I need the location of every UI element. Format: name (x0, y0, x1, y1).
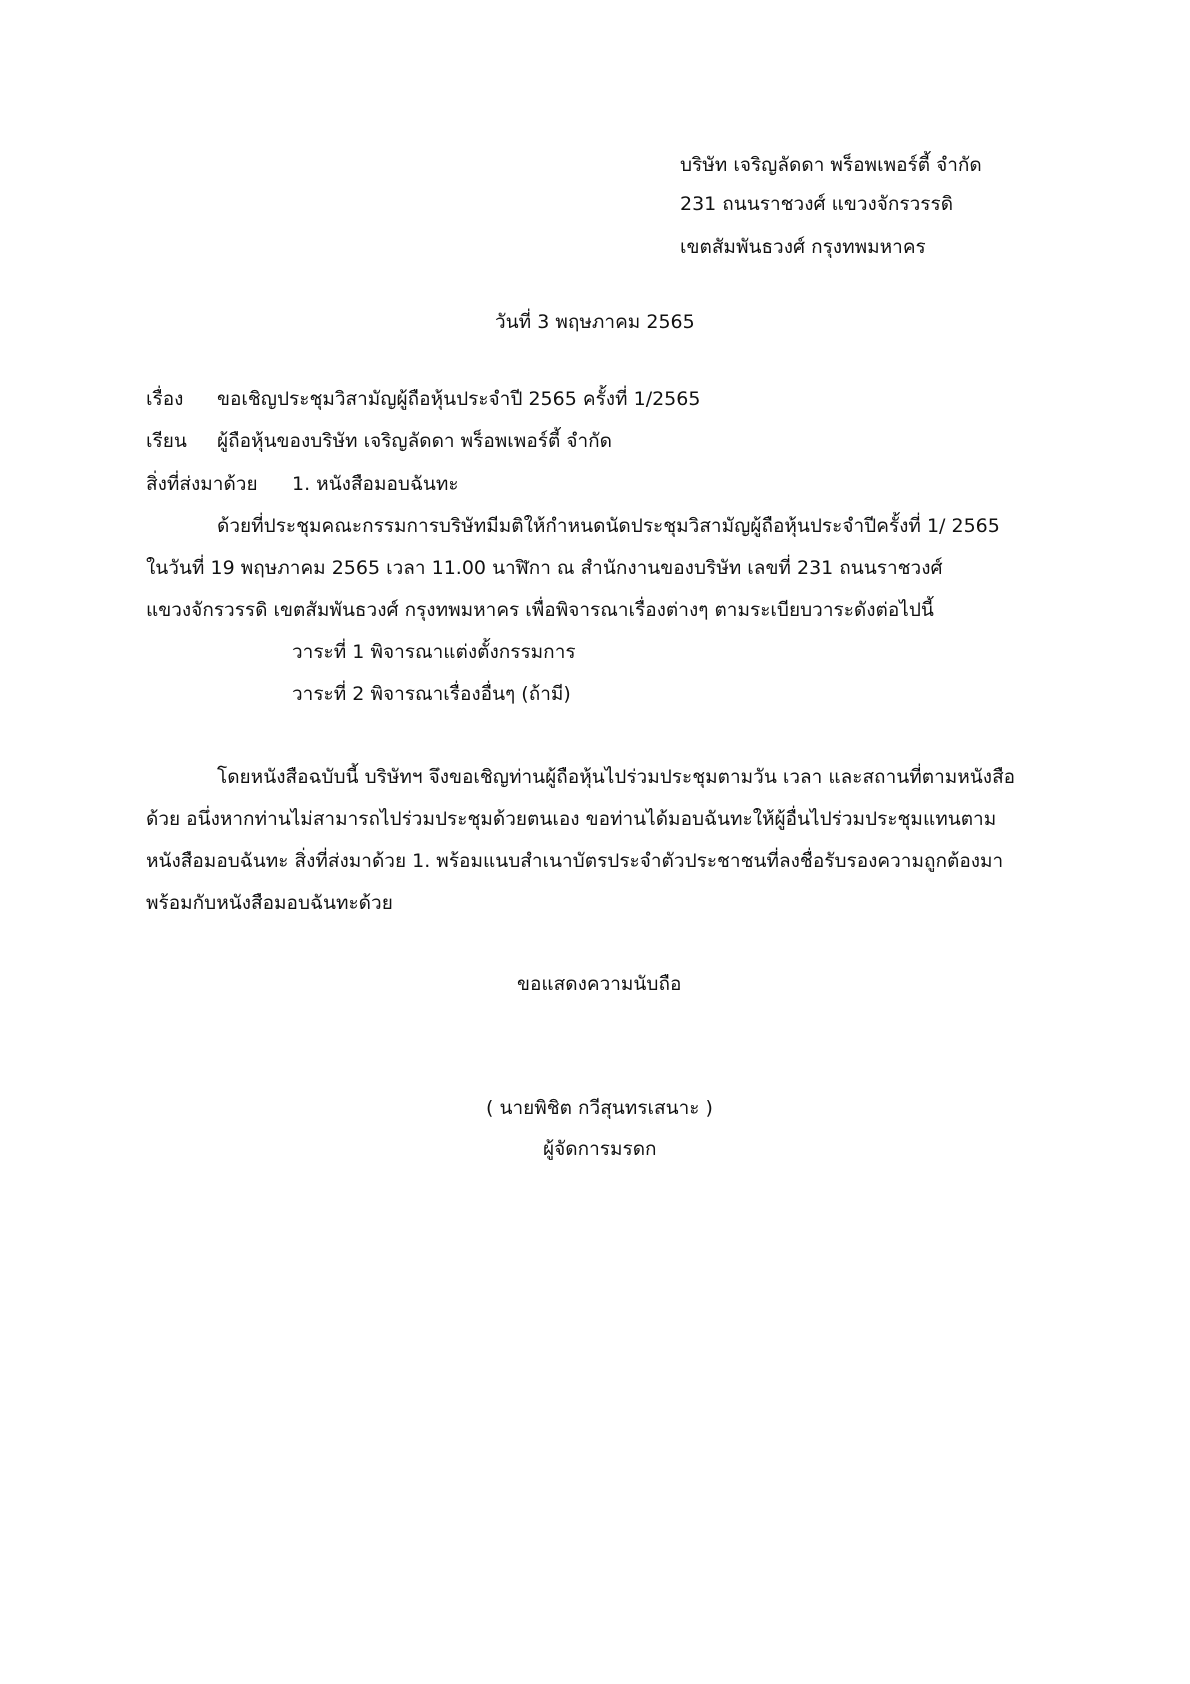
paragraph-2-line: โดยหนังสือฉบับนี้ บริษัทฯ จึงขอเชิญท่านผู้ถือหุ้นไปร่วมประชุมตามวัน เวลา และสถานที่ตามหนังสือ (217, 766, 1016, 788)
enclosure-text: 1. หนังสือมอบฉันทะ (292, 473, 459, 495)
subject-label: เรื่อง (146, 388, 184, 410)
paragraph-1-line: แขวงจักรวรรดิ เขตสัมพันธวงศ์ กรุงทพมหาคร เพื่อพิจารณาเรื่องต่างๆ ตามระเบียบวาระดังต่อไปนี้ (146, 599, 934, 621)
address-line-2: เขตสัมพันธวงศ์ กรุงทพมหาคร (680, 236, 926, 258)
recipient-text: ผู้ถือหุ้นของบริษัท เจริญลัดดา พร็อพเพอร์ตี้ จำกัด (217, 430, 612, 452)
paragraph-2-line: ด้วย อนึ่งหากท่านไม่สามารถไปร่วมประชุมด้วยตนเอง ขอท่านได้มอบฉันทะให้ผู้อื่นไปร่วมประชุมแทนตาม (146, 808, 997, 830)
closing-salutation: ขอแสดงความนับถือ (517, 973, 682, 995)
recipient-label: เรียน (146, 430, 187, 452)
address-line-1: 231 ถนนราชวงศ์ แขวงจักรวรรดิ (680, 193, 954, 215)
agenda-item: วาระที่ 1 พิจารณาแต่งตั้งกรรมการ (292, 641, 576, 663)
enclosure-label: สิ่งที่ส่งมาด้วย (146, 473, 258, 495)
signatory-name: ( นายพิชิต กวีสุนทรเสนาะ ) (486, 1097, 713, 1119)
agenda-item: วาระที่ 2 พิจารณาเรื่องอื่นๆ (ถ้ามี) (292, 683, 571, 705)
letter-date: วันที่ 3 พฤษภาคม 2565 (495, 311, 695, 333)
company-name: บริษัท เจริญลัดดา พร็อพเพอร์ตี้ จำกัด (680, 154, 982, 176)
signatory-title: ผู้จัดการมรดก (543, 1138, 657, 1160)
paragraph-2-line: หนังสือมอบฉันทะ สิ่งที่ส่งมาด้วย 1. พร้อมแนบสำเนาบัตรประจำตัวประชาชนที่ลงชื่อรับรองความถูกต้องมา (146, 850, 1004, 872)
subject-text: ขอเชิญประชุมวิสามัญผู้ถือหุ้นประจำปี 2565 ครั้งที่ 1/2565 (217, 388, 701, 410)
paragraph-1-line: ในวันที่ 19 พฤษภาคม 2565 เวลา 11.00 นาฬิกา ณ สำนักงานของบริษัท เลขที่ 231 ถนนราชวงศ์ (146, 557, 943, 579)
paragraph-1-line: ด้วยที่ประชุมคณะกรรมการบริษัทมีมติให้กำหนดนัดประชุมวิสามัญผู้ถือหุ้นประจำปีครั้งที่ 1/ 2565 (217, 515, 1000, 537)
paragraph-2-line: พร้อมกับหนังสือมอบฉันทะด้วย (146, 892, 393, 914)
